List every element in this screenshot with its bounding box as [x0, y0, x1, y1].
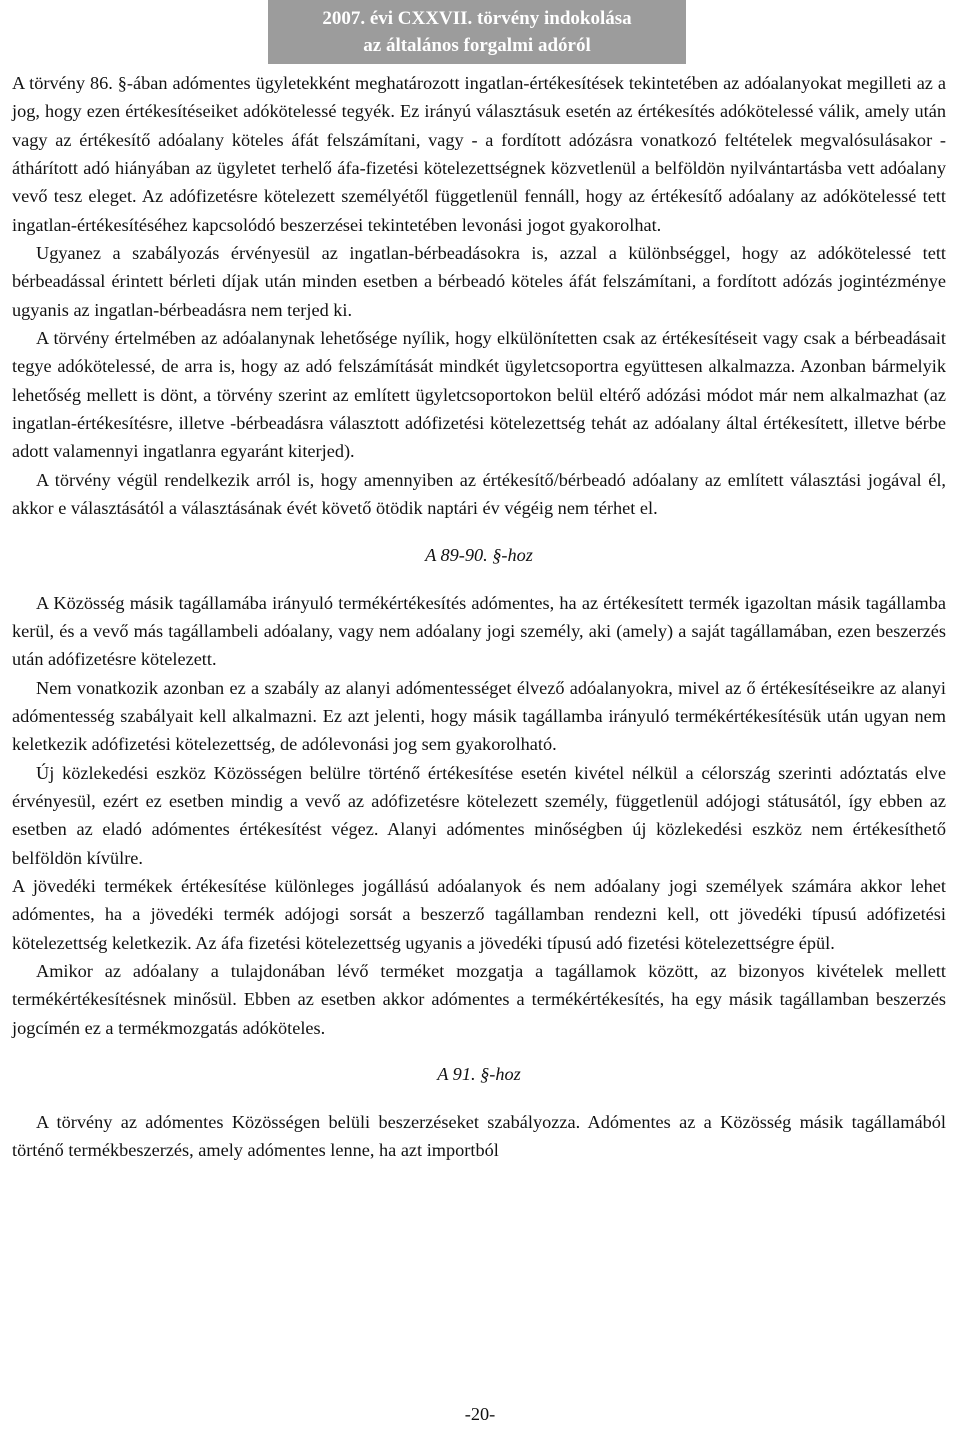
- paragraph: A törvény végül rendelkezik arról is, hogy amennyiben az értékesítő/bérbeadó adóalany az említett választási jogával él, akkor e választásától a választásának évét követő ötödik naptári év végéig nem térhet el.: [12, 469, 946, 519]
- header-title-line1: 2007. évi CXXVII. törvény indokolása: [322, 8, 632, 29]
- paragraph: Új közlekedési eszköz Közösségen belülre történő értékesítése esetén kivétel nélkül a célország szerinti adóztatás elve érvényesül, ezért ez esetben mindig a vevő az adófizetésre kötelezett személy, függetlenül adójogi státusától, így ebben az esetben az eladó adómentes értékesítést végez. Alanyi adómentes minőségben új közlekedési eszköz nem értékesíthető belföldön kívülre.: [12, 762, 946, 868]
- paragraph: A Közösség másik tagállamába irányuló termékértékesítés adómentes, ha az értékesített termék igazoltan másik tagállamba kerül, és a vevő más tagállambeli adóalany, vagy nem adóalany jogi személy, aki (amely) a saját tagállamában, ezen beszerzés után adófizetésre kötelezett.: [12, 592, 946, 670]
- paragraph: Nem vonatkozik azonban ez a szabály az alanyi adómentességet élvező adóalanyokra, mivel az ő értékesítéseikre az alanyi adómentesség szabályait kell alkalmazni. Ez azt jelenti, hogy másik tagállamba irányuló termékértékesítésük után ugyan nem keletkezik adófizetési kötelezettség, de adólevonási jog sem gyakorolható.: [12, 677, 946, 755]
- paragraph: A jövedéki termékek értékesítése különleges jogállású adóalanyok és nem adóalany jogi személyek számára akkor lehet adómentes, ha a jövedéki termék adójogi sorsát a beszerző tagállamban rendezni kell, ott jövedéki típusú adófizetési kötelezettség keletkezik. Az áfa fizetési kötelezettség ugyanis a jövedéki típusú adó fizetési kötelezettségre épül.: [12, 875, 946, 953]
- paragraph: Amikor az adóalany a tulajdonában lévő terméket mozgatja a tagállamok között, az bizonyos kivételek mellett termékértékesítésnek minősül. Ebben az esetben akkor adómentes a termékértékesítés, ha egy másik tagállamban beszerzés jogcímén ez a termékmozgatás adóköteles.: [12, 960, 946, 1038]
- paragraph: Ugyanez a szabályozás érvényesül az ingatlan-bérbeadásokra is, azzal a különbséggel, hogy az adókötelessé tett bérbeadással érintett bérleti díjak után minden esetben a bérbeadó köteles áfát felszámítani, a fordított adózás jogintézménye ugyanis az ingatlan-bérbeadásra nem terjed ki.: [12, 243, 946, 320]
- section-heading: A 91. §-hoz: [437, 1064, 521, 1084]
- page-header: [268, 0, 686, 64]
- page-number: -20-: [464, 1404, 496, 1424]
- document-body: [12, 69, 946, 1165]
- paragraph: A törvény 86. §-ában adómentes ügyletekként meghatározott ingatlan-értékesítések tekintetében az adóalanyokat megilleti az a jog, hogy ezen értékesítéseiket adókötelessé tegyék. Ez irányú választásuk esetén az értékesítés adókötelessé válik, amely után vagy az értékesítő adóalany köteles áfát felszámítani, vagy - a fordított adózásra vonatkozó feltételek megvalósulásakor - áthárított adó hiányában az ügyletet terhelő áfa-fizetési kötelezettségnek közvetlenül a belföldön nyilvántartásba vett adóalany vevő tesz eleget. Az adófizetésre kötelezett személyétől függetlenül fennáll, hogy az értékesítő adóalany az adókötelessé tett ingatlan-értékesítéséhez kapcsolódó beszerzései tekintetében levonási jogot gyakorolhat.: [12, 73, 946, 235]
- section-heading: A 89-90. §-hoz: [425, 544, 533, 565]
- paragraph: A törvény az adómentes Közösségen belüli beszerzéseket szabályozza. Adómentes az a Közösség másik tagállamából történő termékbeszerzés, amely adómentes lenne, ha azt importból: [12, 1112, 946, 1161]
- paragraph: A törvény értelmében az adóalanynak lehetősége nyílik, hogy elkülönítetten csak az értékesítéseit vagy csak a bérbeadásait tegye adókötelessé, de arra is, hogy az adó felszámítását mindkét ügyletcsoportra együttesen alkalmazza. Azonban bármelyik lehetőség mellett is dönt, a törvény szerint az említett ügyletcsoportokon belül eltérő adózási módot már nem alkalmazhat (az ingatlan-értékesítésre, illetve -bérbeadásra választott adófizetési kötelezettség tehát az adóalany által értékesített, illetve bérbe adott valamennyi ingatlanra egyaránt kiterjed).: [12, 328, 946, 462]
- header-title-line2: az általános forgalmi adóról: [363, 35, 591, 56]
